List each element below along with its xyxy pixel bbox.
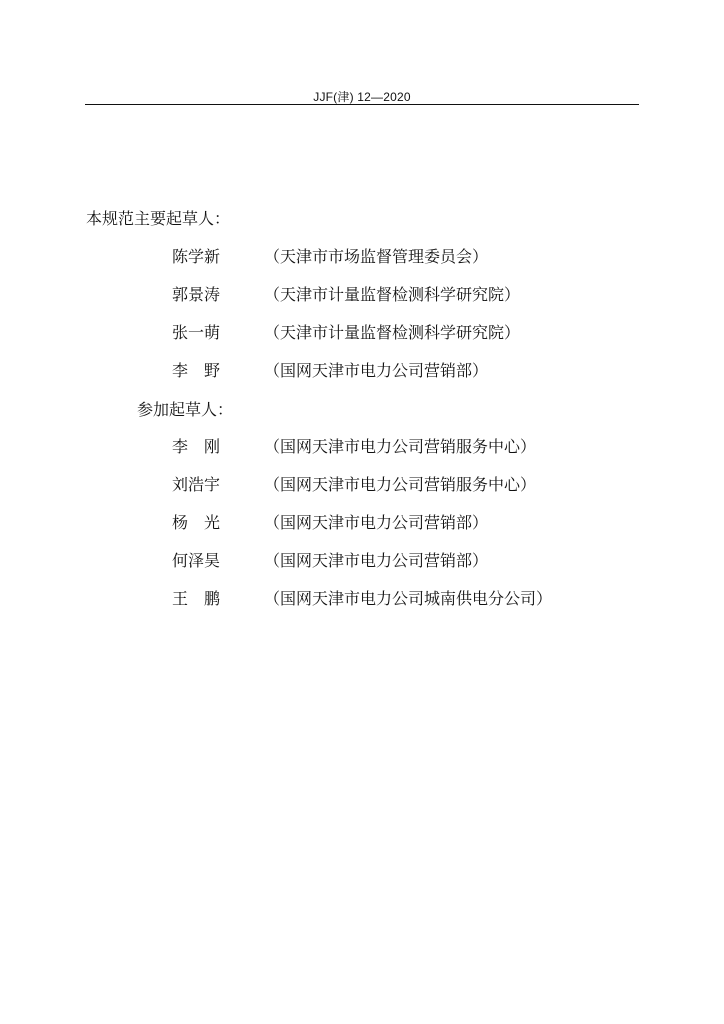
drafter-name: 刘浩宇 xyxy=(172,475,221,494)
drafter-organization: （国网天津市电力公司营销服务中心） xyxy=(264,437,537,456)
drafter-name: 王 鹏 xyxy=(172,589,221,608)
participating-drafter-row xyxy=(172,436,536,458)
main-drafter-row xyxy=(172,322,520,344)
drafter-organization: （国网天津市电力公司营销部） xyxy=(264,513,489,532)
participating-drafter-row xyxy=(172,588,552,610)
drafter-organization: （国网天津市电力公司营销部） xyxy=(264,551,489,570)
drafter-name: 杨 光 xyxy=(172,513,221,532)
main-drafter-row xyxy=(172,360,488,382)
participating-drafter-row xyxy=(172,512,488,534)
participating-drafters-heading: 参加起草人： xyxy=(137,400,234,419)
document-code-header: JJF(津) 12—2020 xyxy=(313,90,411,104)
drafter-name: 李 刚 xyxy=(172,437,221,456)
drafter-name: 何泽昊 xyxy=(172,551,221,570)
drafter-organization: （天津市计量监督检测科学研究院） xyxy=(264,323,521,342)
drafter-organization: （国网天津市电力公司城南供电分公司） xyxy=(264,589,553,608)
drafter-organization: （天津市市场监督管理委员会） xyxy=(264,247,489,266)
header-rule xyxy=(85,104,639,105)
main-drafter-row xyxy=(172,246,488,268)
drafter-name: 李 野 xyxy=(172,361,221,380)
main-drafters-heading: 本规范主要起草人： xyxy=(86,209,231,228)
drafter-name: 陈学新 xyxy=(172,247,221,266)
drafter-name: 郭景涛 xyxy=(172,285,221,304)
participating-drafter-row xyxy=(172,474,536,496)
drafter-organization: （天津市计量监督检测科学研究院） xyxy=(264,285,521,304)
participating-drafter-row xyxy=(172,550,488,572)
drafter-name: 张一萌 xyxy=(172,323,221,342)
drafter-organization: （国网天津市电力公司营销部） xyxy=(264,361,489,380)
drafter-organization: （国网天津市电力公司营销服务中心） xyxy=(264,475,537,494)
main-drafter-row xyxy=(172,284,520,306)
